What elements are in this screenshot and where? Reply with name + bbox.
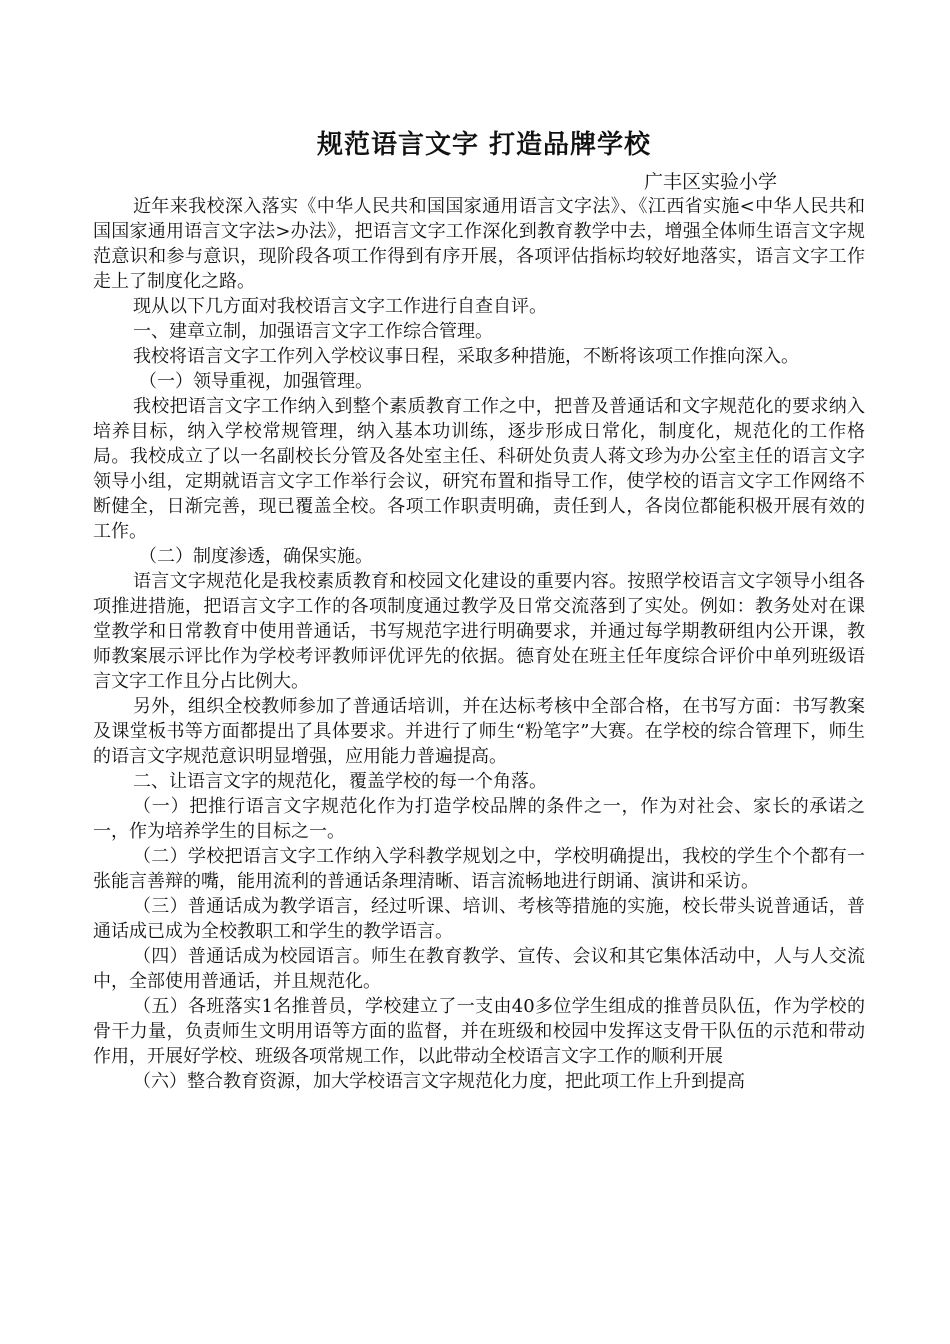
paragraph: 我校将语言文字工作列入学校议事日程，采取多种措施，不断将该项工作推向深入。 [133,346,799,367]
document-title: 规范语言文字 打造品牌学校 [316,130,652,160]
paragraph: （三）普通话成为教学语言，经过听课、培训、考核等措施的实施，校长带头说普通话，普通话成已成为全校教职工和学生的教学语言。 [93,896,865,942]
paragraph: （一）把推行语言文字规范化作为打造学校品牌的条件之一，作为对社会、家长的承诺之一，作为培养学生的目标之一。 [93,796,865,842]
paragraph: （二）学校把语言文字工作纳入学科教学规划之中，学校明确提出，我校的学生个个都有一张能言善辩的嘴，能用流利的普通话条理清晰、语言流畅地进行朗诵、演讲和采访。 [93,846,865,892]
document-author: 广丰区实验小学 [643,171,777,193]
paragraph: （六）整合教育资源，加大学校语言文字规范化力度，把此项工作上升到提高 [133,1071,745,1092]
paragraph: （二）制度渗透，确保实施。 [139,546,373,567]
document-page [93,124,865,1094]
paragraph: 近年来我校深入落实《中华人民共和国国家通用语言文字法》、《江西省实施<中华人民共和国国家通用语言文字法>办法》，把语言文字工作深化到教育教学中去，增强全体师生语言文字规范意识和参与意识，现阶段各项工作得到有序开展，各项评估指标均较好地落实，语言文字工作走上了制度化之路。 [93,196,865,292]
document-body [93,194,865,1094]
paragraph: 另外，组织全校教师参加了普通话培训，并在达标考核中全部合格，在书写方面：书写教案及课堂板书等方面都提出了具体要求。并进行了师生“粉笔字”大赛。在学校的综合管理下，师生的语言文字规范意识明显增强，应用能力普遍提高。 [93,696,865,767]
paragraph: 我校把语言文字工作纳入到整个素质教育工作之中，把普及普通话和文字规范化的要求纳入培养目标，纳入学校常规管理，纳入基本功训练，逐步形成日常化，制度化，规范化的工作格局。我校成立了以一名副校长分管及各处室主任、科研处负责人蒋文珍为办公室主任的语言文字领导小组，定期就语言文字工作举行会议，研究布置和指导工作，使学校的语言文字工作网络不断健全，日渐完善，现已覆盖全校。各项工作职责明确，责任到人，各岗位都能积极开展有效的工作。 [93,396,865,542]
paragraph: （五）各班落实1名推普员，学校建立了一支由40多位学生组成的推普员队伍，作为学校的骨干力量，负责师生文明用语等方面的监督，并在班级和校园中发挥这支骨干队伍的示范和带动作用，开展好学校、班级各项常规工作，以此带动全校语言文字工作的顺利开展 [93,996,865,1067]
paragraph: 语言文字规范化是我校素质教育和校园文化建设的重要内容。按照学校语言文字领导小组各项推进措施，把语言文字工作的各项制度通过教学及日常交流落到了实处。例如：教务处对在课堂教学和日常教育中使用普通话，书写规范字进行明确要求，并通过每学期教研组内公开课，教师教案展示评比作为学校考评教师评优评先的依据。德育处在班主任年度综合评价中单列班级语言文字工作且分占比例大。 [93,571,865,692]
paragraph: 一、建章立制，加强语言文字工作综合管理。 [133,321,493,342]
paragraph: （四）普通话成为校园语言。师生在教育教学、宣传、会议和其它集体活动中，人与人交流中，全部使用普通话，并且规范化。 [93,946,865,992]
paragraph: （一）领导重视，加强管理。 [139,371,373,392]
paragraph: 现从以下几方面对我校语言文字工作进行自查自评。 [133,296,547,317]
paragraph: 二、让语言文字的规范化，覆盖学校的每一个角落。 [133,771,547,792]
